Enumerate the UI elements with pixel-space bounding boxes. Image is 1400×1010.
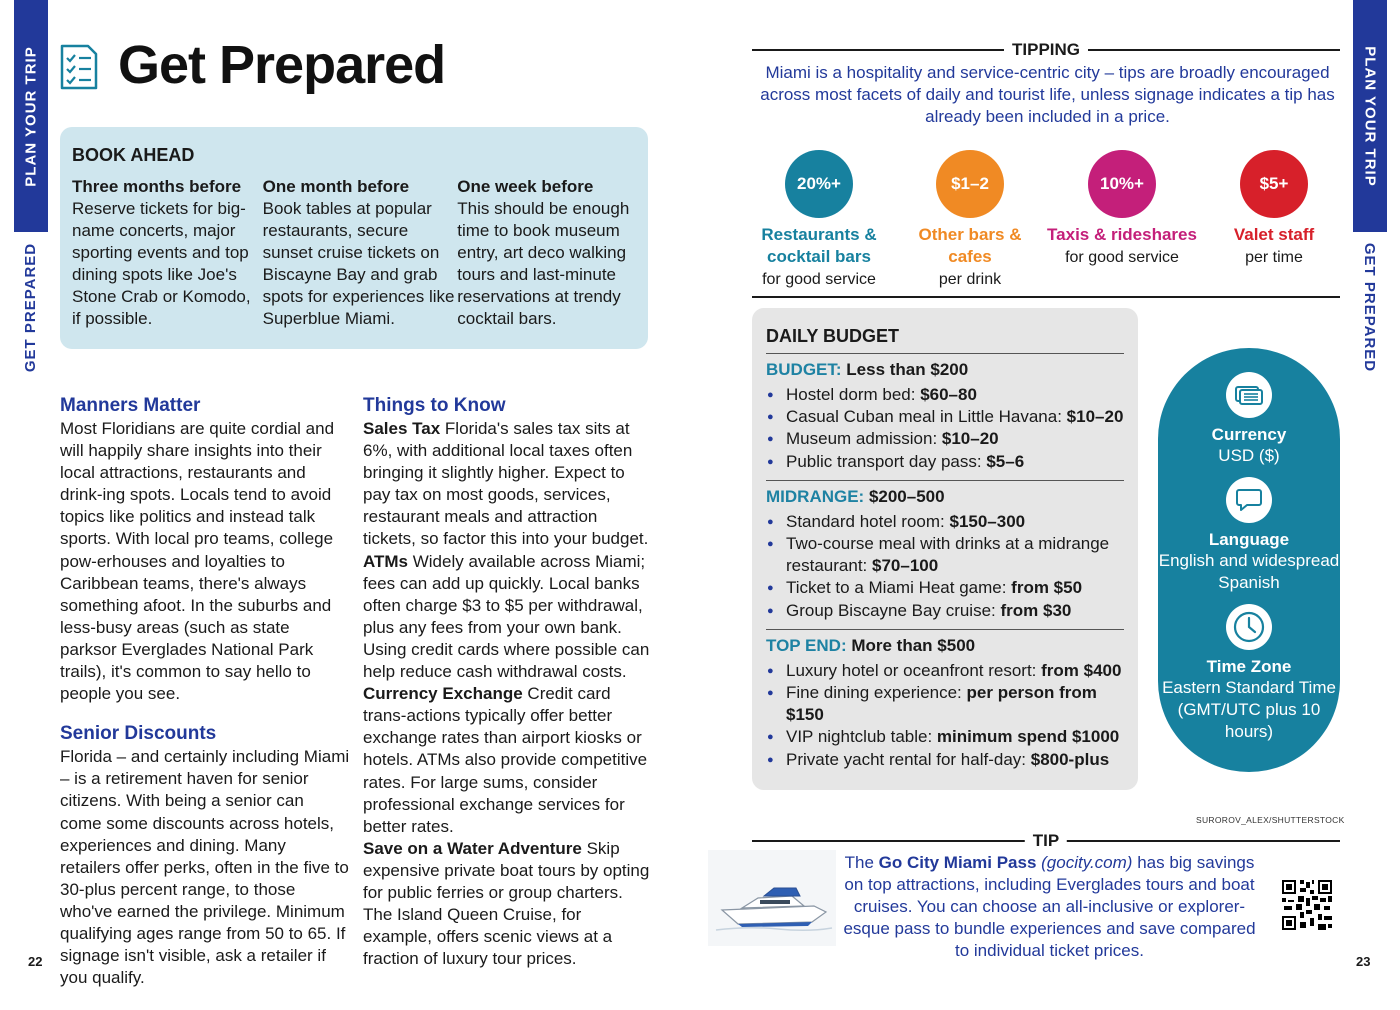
info-title: Currency — [1211, 425, 1287, 444]
item-value: $10–20 — [1066, 407, 1124, 427]
item-value: $5–6 — [986, 451, 1025, 471]
tip-category: Other bars & cafes — [918, 225, 1022, 266]
tip-pass-name: Go City Miami Pass — [878, 853, 1037, 872]
tier-level: BUDGET: — [766, 360, 842, 379]
tier-list — [766, 660, 1124, 771]
item-label: VIP nightclub table: — [786, 727, 937, 747]
item-value: from $30 — [1000, 600, 1072, 620]
list-item — [766, 726, 1124, 748]
things-term: Sales Tax — [363, 419, 441, 438]
things-term: ATMs — [363, 551, 409, 571]
info-language — [1158, 477, 1340, 594]
budget-tier — [766, 481, 1124, 630]
info-value: Eastern Standard Time (GMT/UTC plus 10 hours) — [1162, 678, 1336, 741]
photo-credit: SUROROV_ALEX/SHUTTERSTOCK — [1196, 815, 1345, 825]
things-term: Save on a Water Adventure — [363, 838, 582, 858]
item-value: $800-plus — [1030, 749, 1110, 769]
tip-heading: TIP — [1025, 831, 1067, 851]
clock-icon — [1226, 604, 1272, 650]
tip-amount-badge: 10%+ — [1088, 150, 1156, 218]
speech-bubble-icon — [1226, 477, 1272, 523]
tip-note: for good service — [762, 271, 876, 288]
things-text: Widely available across Miami; fees can add up quickly. Local banks often charge $3 to $5 per withdrawal, plus any fees from your own bank. Using credit cards where possible can help reduce cash withdrawal costs. — [363, 551, 650, 682]
manners-heading: Manners Matter — [60, 395, 201, 416]
book-ahead-column-text: Book tables at popular restaurants, secure sunset cruise tickets on Biscayne Bay and grab spots for experiences like Superblue Miami. — [262, 199, 455, 328]
tip-amount-badge: $1–2 — [936, 150, 1004, 218]
manners-and-senior-column — [60, 394, 350, 989]
tier-level: MIDRANGE: — [766, 486, 865, 506]
tier-level: TOP END: — [766, 635, 847, 655]
side-tab-label: GET PREPARED — [1361, 242, 1379, 372]
info-title: Time Zone — [1206, 657, 1292, 676]
tip-category: Restaurants & cocktail bars — [761, 225, 877, 266]
item-label: Public transport day pass: — [786, 451, 987, 471]
book-ahead-column — [72, 176, 263, 330]
tip-item-bars — [895, 150, 1045, 292]
side-tab-label: PLAN YOUR TRIP — [22, 45, 40, 187]
item-label: Hostel dorm bed: — [786, 385, 921, 404]
things-to-know-column — [363, 394, 653, 970]
info-time-zone — [1158, 604, 1340, 743]
list-item — [766, 451, 1124, 473]
tip-category: Taxis & rideshares — [1047, 225, 1197, 244]
list-item — [766, 406, 1124, 428]
page-title: Get Prepared — [118, 35, 446, 95]
item-label: Fine dining experience: — [786, 683, 967, 703]
tipping-header — [752, 40, 1340, 60]
page-number-left: 22 — [28, 954, 43, 969]
things-item — [363, 551, 653, 684]
info-title: Language — [1208, 530, 1290, 549]
item-label: Casual Cuban meal in Little Havana: — [786, 407, 1067, 427]
list-item — [766, 533, 1124, 577]
side-tab-label: GET PREPARED — [22, 242, 40, 372]
list-item — [766, 577, 1124, 599]
tipping-intro: Miami is a hospitality and service-centric city – tips are broadly encouraged across most facets of daily and tourist life, unless signage indicates a tip has already been included in a price. — [760, 63, 1335, 126]
item-value: from $400 — [1041, 660, 1122, 680]
budget-tier — [766, 630, 1124, 778]
item-value: per person from $150 — [786, 683, 1097, 725]
money-icon — [1226, 372, 1272, 418]
item-label: Two-course meal with drinks at a midrange restaurant: — [786, 534, 1110, 576]
book-ahead-heading: BOOK AHEAD — [72, 145, 195, 165]
tip-amount-badge: 20%+ — [785, 150, 853, 218]
tier-heading — [766, 486, 1124, 508]
tier-range: More than $500 — [846, 635, 976, 655]
side-tab-get-prepared-left — [14, 232, 48, 382]
book-ahead-column — [263, 176, 458, 330]
things-text: Credit card trans-actions typically offer better exchange rates than airport kiosks or hotels. ATMs also provide competitive rates. For large sums, consider professional exchange services for better rates. — [363, 684, 648, 836]
tier-range: $200–500 — [864, 486, 945, 506]
things-heading: Things to Know — [363, 395, 506, 416]
list-item — [766, 384, 1124, 406]
book-ahead-column-text: This should be enough time to book museum entry, art deco walking tours and last-minute reservations at trendy cocktail bars. — [457, 199, 630, 328]
divider-line — [752, 296, 1340, 298]
list-item — [766, 749, 1124, 771]
info-currency — [1158, 372, 1340, 467]
side-tab-get-prepared-right — [1353, 232, 1387, 382]
tip-note: for good service — [1065, 249, 1179, 266]
book-ahead-column-heading: One month before — [262, 177, 410, 196]
book-ahead-box — [60, 127, 648, 349]
things-text: Skip expensive private boat tours by opting for public ferries or group charters. The Island Queen Cruise, for example, offers scenic views at a fraction of luxury tour prices. — [363, 838, 650, 969]
book-ahead-column-heading: Three months before — [72, 177, 242, 196]
item-value: $70–100 — [872, 556, 939, 576]
tier-range: Less than $200 — [841, 360, 969, 379]
tip-item-restaurants — [744, 150, 894, 292]
item-label: Luxury hotel or oceanfront resort: — [786, 660, 1042, 680]
tip-text-body: has big savings on top attractions, including Everglades tours and boat cruises. You can choose an all-inclusive or explorer-esque pass to bundle experiences and save compared to individual ticket prices. — [843, 853, 1256, 960]
book-ahead-column-heading: One week before — [457, 177, 594, 196]
things-item — [363, 418, 653, 551]
list-item — [766, 600, 1124, 622]
tier-heading — [766, 635, 1124, 657]
side-tab-plan-your-trip-left — [14, 0, 48, 232]
tip-text-pre: The — [844, 853, 879, 872]
tip-item-taxis — [1047, 150, 1197, 270]
item-value: $60–80 — [920, 385, 977, 404]
list-item — [766, 660, 1124, 682]
item-value: minimum spend $1000 — [936, 727, 1120, 747]
item-value: $150–300 — [949, 511, 1026, 531]
tipping-heading: TIPPING — [1004, 40, 1088, 60]
things-item — [363, 683, 653, 838]
daily-budget-heading: DAILY BUDGET — [766, 326, 1124, 354]
tier-list — [766, 511, 1124, 622]
tip-website: (gocity.com) — [1036, 853, 1133, 872]
things-text: Florida's sales tax sits at 6%, with additional local taxes often bringing it slightly higher. Expect to pay tax on most goods, services, restaurant meals and attraction tickets, so factor this into your budget. — [363, 419, 649, 549]
item-label: Standard hotel room: — [786, 511, 950, 531]
book-ahead-column-text: Reserve tickets for big-name concerts, major sporting events and top dining spots like Joe's Stone Crab or Komodo, if possible. — [72, 199, 251, 328]
side-tab-plan-your-trip-right — [1353, 0, 1387, 232]
side-tab-label: PLAN YOUR TRIP — [1361, 45, 1379, 187]
senior-text: Florida – and certainly including Miami – is a retirement haven for senior citizens. With being a senior can come some discounts across hotels, experiences and dining. Many retailers offer perks, often in the five to 30-plus percent range, to those who've earned the privilege. Minimum qualifying ages range from 50 to 65. If signage isn't visible, ask a retailer if you qualify. — [60, 747, 350, 988]
info-pill — [1158, 348, 1340, 772]
boat-photo — [708, 850, 836, 946]
item-label: Ticket to a Miami Heat game: — [786, 578, 1012, 598]
checklist-icon — [60, 44, 98, 90]
tip-item-valet — [1199, 150, 1349, 270]
item-value: from $50 — [1011, 578, 1083, 598]
tip-amount-badge: $5+ — [1240, 150, 1308, 218]
tip-category: Valet staff — [1233, 225, 1315, 244]
tip-note: per drink — [938, 271, 1002, 288]
list-item — [766, 682, 1124, 726]
things-term: Currency Exchange — [363, 684, 523, 704]
tip-text — [842, 852, 1257, 962]
item-label: Private yacht rental for half-day: — [786, 749, 1031, 769]
tip-note: per time — [1245, 249, 1303, 266]
item-value: $10–20 — [941, 429, 999, 449]
tier-heading — [766, 359, 1124, 381]
book-ahead-column — [457, 176, 636, 330]
tip-header — [752, 831, 1340, 851]
item-label: Museum admission: — [786, 429, 942, 449]
manners-text: Most Floridians are quite cordial and will happily share insights into their local attractions, restaurants and drink-ing spots. Locals tend to avoid topics like politics and instead talk sports. With local pro teams, college pow-erhouses and loyalties to Caribbean teams, there's always something afoot. In the suburbs and less-busy areas (such as state parksor Everglades National Park trails), it's common to say hello to people you see. — [60, 419, 335, 704]
item-label: Group Biscayne Bay cruise: — [786, 600, 1001, 620]
things-item — [363, 838, 653, 971]
daily-budget-box — [752, 308, 1138, 790]
senior-heading: Senior Discounts — [60, 723, 217, 745]
list-item — [766, 511, 1124, 533]
tier-list — [766, 384, 1124, 473]
qr-code-icon — [1282, 880, 1332, 930]
budget-tier — [766, 354, 1124, 481]
list-item — [766, 428, 1124, 450]
info-value: English and widespread Spanish — [1158, 551, 1340, 592]
page-number-right: 23 — [1356, 954, 1371, 969]
info-value: USD ($) — [1218, 446, 1280, 465]
